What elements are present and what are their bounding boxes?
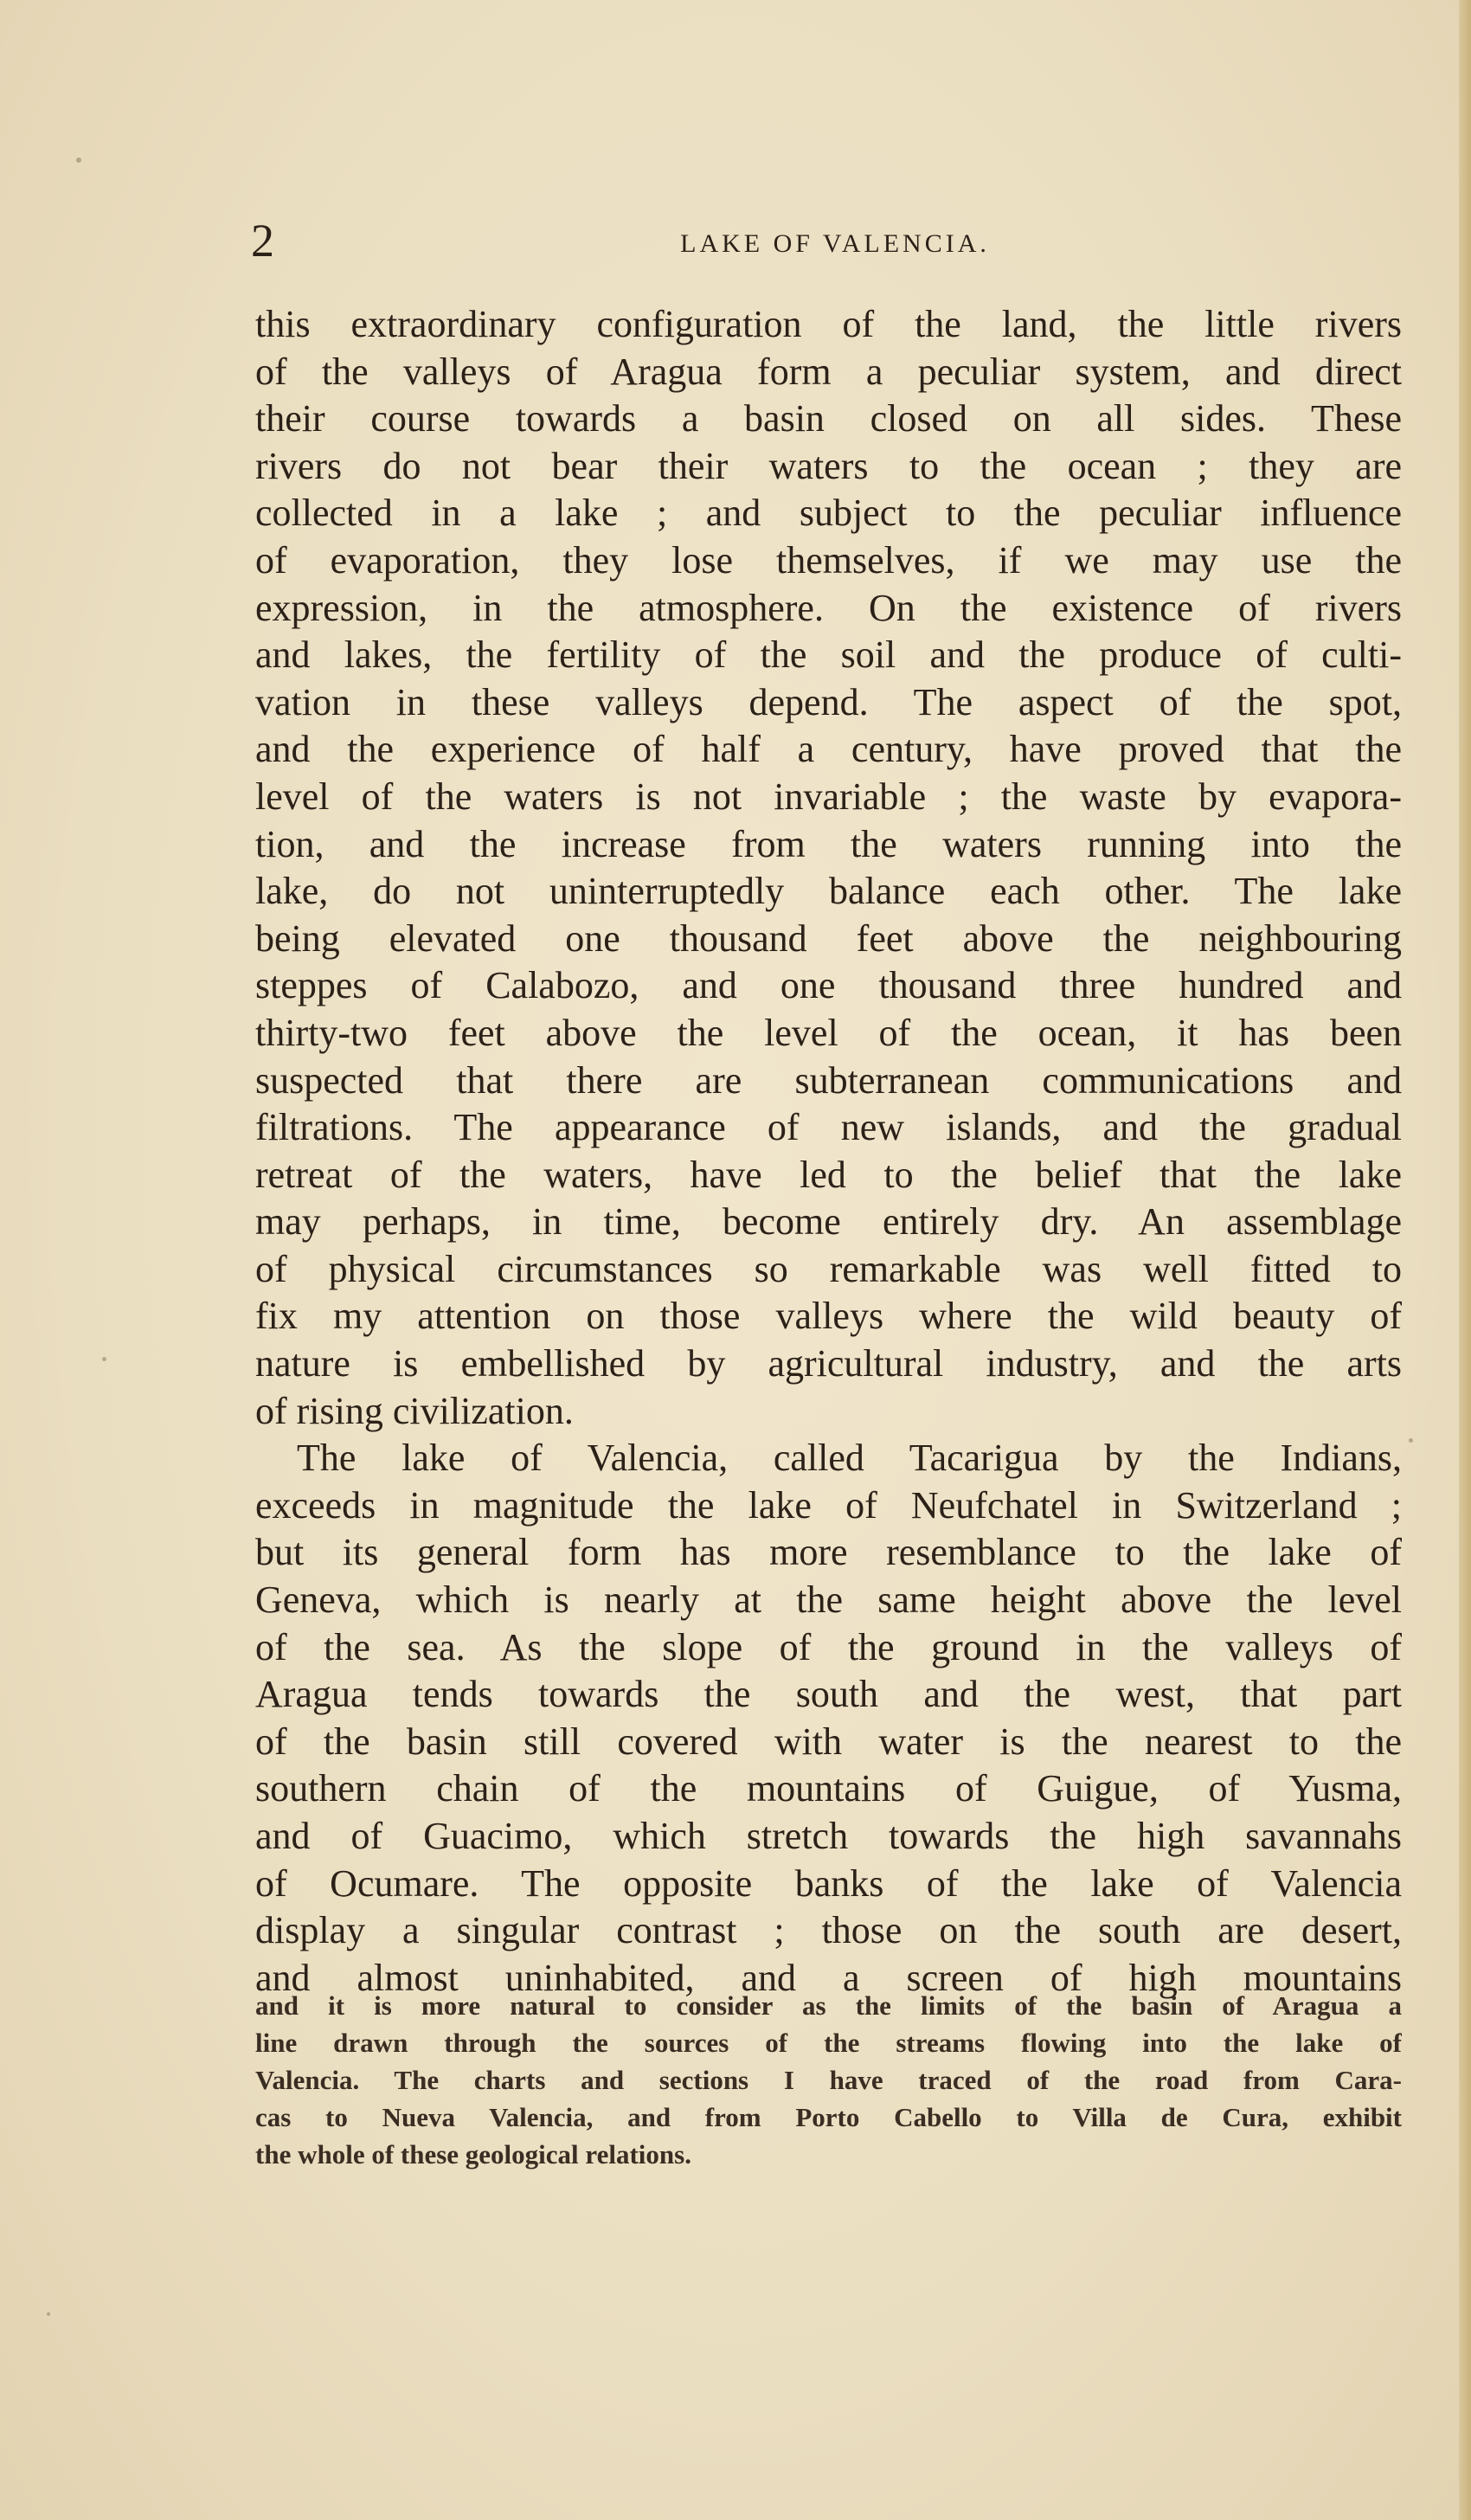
body-line: being elevated one thousand feet above the neighbouring: [255, 916, 1402, 960]
body-line: suspected that there are subterranean communications and: [255, 1058, 1402, 1102]
body-line: their course towards a basin closed on all sides. These: [255, 397, 1402, 440]
body-line: steppes of Calabozo, and one thousand three hundred and: [255, 964, 1402, 1007]
paper-speck: [76, 158, 81, 163]
body-line: thirty-two feet above the level of the ocean, it has been: [255, 1011, 1402, 1054]
page-edge-shadow: [1459, 0, 1471, 2520]
body-line: rivers do not bear their waters to the ocean ; they are: [255, 444, 1402, 487]
body-line: retreat of the waters, have led to the belief that the lake: [255, 1153, 1402, 1196]
footnote-line: line drawn through the sources of the streams flowing into the lake of: [255, 2028, 1402, 2058]
body-line: and the experience of half a century, have proved that the: [255, 728, 1402, 771]
paper-speck: [1409, 1438, 1413, 1443]
body-line: level of the waters is not invariable ; the waste by evapora-: [255, 775, 1402, 818]
body-line: of evaporation, they lose themselves, if we may use the: [255, 538, 1402, 582]
footnote-line: cas to Nueva Valencia, and from Porto Cabello to Villa de Cura, exhibit: [255, 2102, 1402, 2132]
body-line: may perhaps, in time, become entirely dry. An assemblage: [255, 1200, 1402, 1244]
body-line: of the valleys of Aragua form a peculiar system, and direct: [255, 350, 1402, 393]
body-line: filtrations. The appearance of new islands, and the gradual: [255, 1106, 1402, 1149]
body-line: southern chain of the mountains of Guigue, of Yusma,: [255, 1767, 1402, 1810]
footnote: [255, 1987, 1402, 2173]
page-number: 2: [251, 215, 274, 267]
body-line: of the basin still covered with water is the nearest to the: [255, 1720, 1402, 1763]
paper-speck: [47, 2312, 50, 2316]
footnote-line: and it is more natural to consider as the limits of the basin of Aragua a: [255, 1990, 1402, 2021]
body-line: lake, do not uninterruptedly balance each other. The lake: [255, 870, 1402, 913]
running-header: [251, 215, 1402, 275]
body-line: vation in these valleys depend. The aspect of the spot,: [255, 680, 1402, 723]
footnote-line: Valencia. The charts and sections I have traced of the road from Cara-: [255, 2065, 1402, 2095]
body-line: of rising civilization.: [255, 1389, 574, 1432]
footnote-line: the whole of these geological relations.: [255, 2139, 691, 2170]
body-line: and of Guacimo, which stretch towards the high savannahs: [255, 1815, 1402, 1857]
body-line: but its general form has more resemblance to the lake of: [255, 1531, 1402, 1574]
body-line: and almost uninhabited, and a screen of high mountains: [255, 1956, 1402, 1999]
body-line: of the sea. As the slope of the ground in the valleys of: [255, 1625, 1402, 1668]
body-line: fix my attention on those valleys where the wild beauty of: [255, 1295, 1402, 1338]
running-title: LAKE OF VALENCIA.: [680, 229, 990, 258]
body-line: exceeds in magnitude the lake of Neufchatel in Switzerland ;: [255, 1483, 1402, 1527]
body-line: tion, and the increase from the waters running into the: [255, 822, 1402, 865]
body-line: of Ocumare. The opposite banks of the lake of Valencia: [255, 1861, 1402, 1905]
body-line: and lakes, the fertility of the soil and the produce of culti-: [255, 633, 1402, 677]
body-line: nature is embellished by agricultural industry, and the arts: [255, 1342, 1402, 1385]
body-line: display a singular contrast ; those on the south are desert,: [255, 1909, 1402, 1952]
body-line: Geneva, which is nearly at the same height above the level: [255, 1578, 1402, 1622]
paper-speck: [102, 1357, 106, 1361]
body-line: Aragua tends towards the south and the west, that part: [255, 1673, 1402, 1716]
body-line: The lake of Valencia, called Tacarigua by the Indians,: [297, 1437, 1402, 1480]
body-line: this extraordinary configuration of the land, the little rivers: [255, 303, 1402, 345]
body-line: of physical circumstances so remarkable was well fitted to: [255, 1247, 1402, 1290]
body-line: expression, in the atmosphere. On the existence of rivers: [255, 586, 1402, 629]
body-line: collected in a lake ; and subject to the peculiar influence: [255, 492, 1402, 535]
body-text: [255, 301, 1402, 2002]
